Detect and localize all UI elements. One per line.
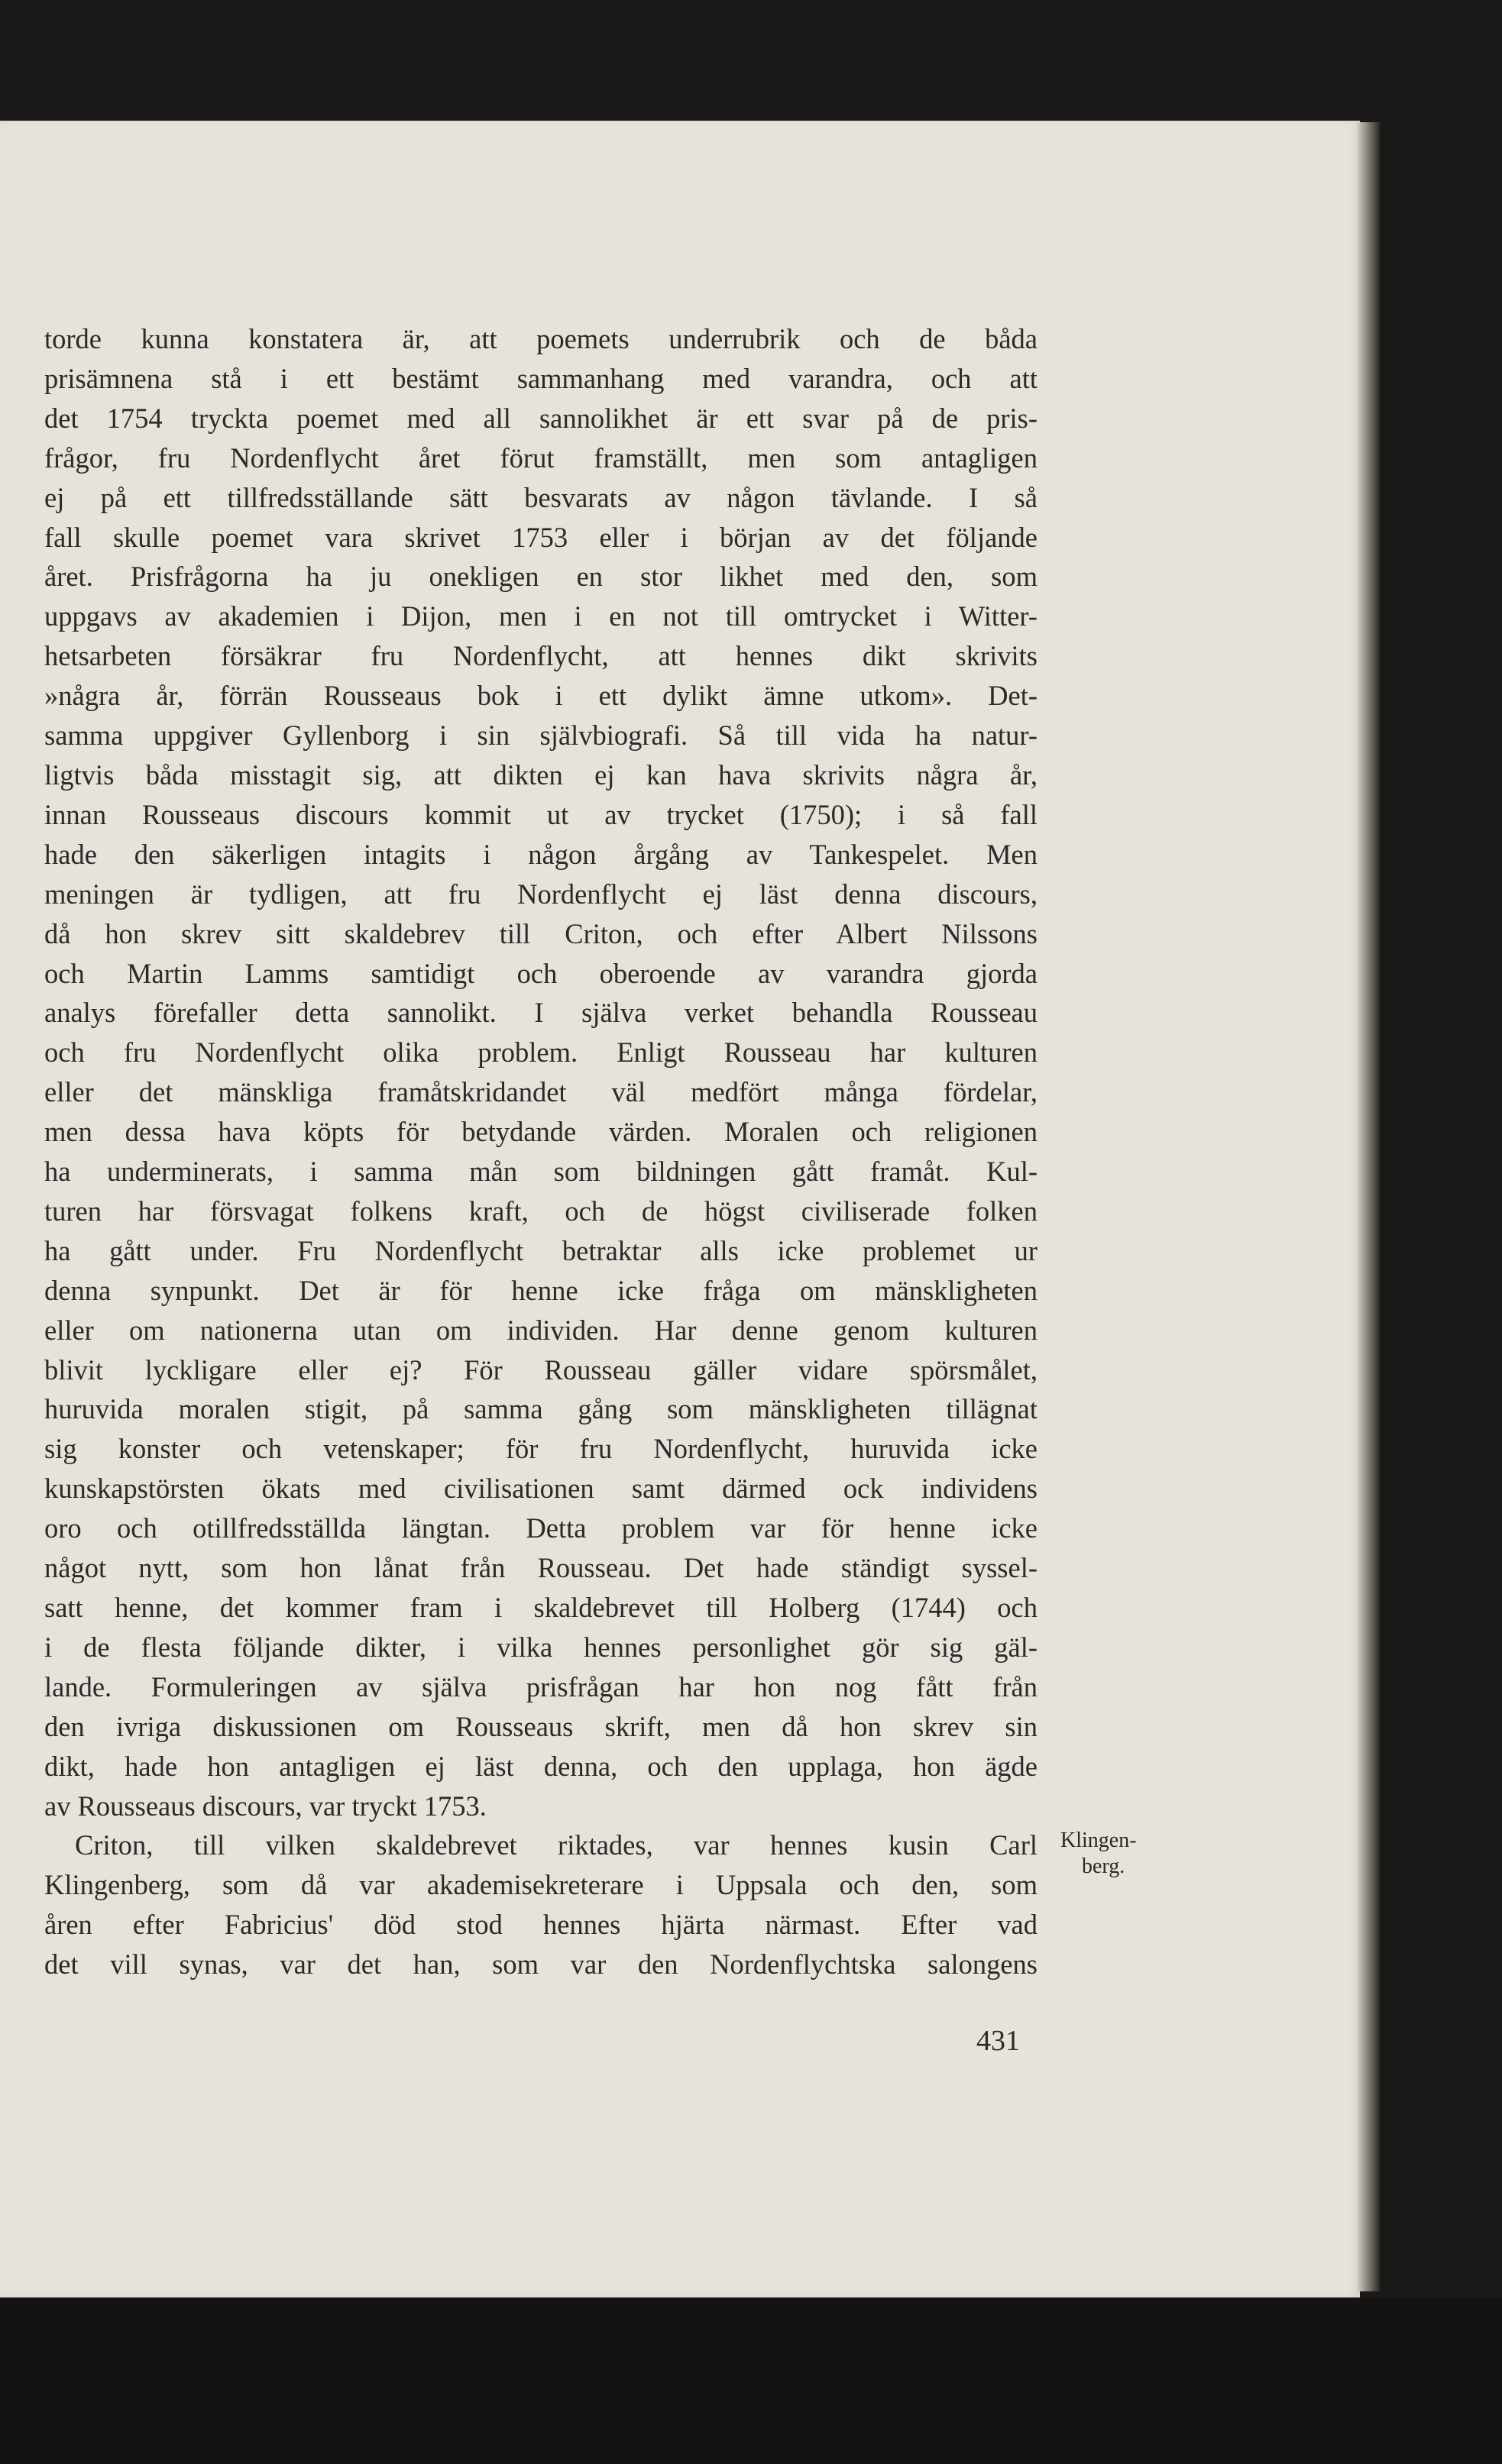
text-line: lande. Formuleringen av själva prisfrågan har hon nog fått från <box>44 1670 1037 1702</box>
text-line: eller det mänskliga framåtskridandet väl medfört många fördelar, <box>44 1076 1037 1108</box>
text-line: hade den säkerligen intagits i någon årgång av Tankespelet. Men <box>44 838 1037 870</box>
text-line: torde kunna konstatera är, att poemets underrubrik och de båda <box>44 323 1037 354</box>
text-line: turen har försvagat folkens kraft, och de högst civiliserade folken <box>44 1195 1037 1227</box>
margin-note-line: berg. <box>1082 1854 1125 1878</box>
text-line: året. Prisfrågorna ha ju onekligen en stor likhet med den, som <box>44 561 1037 593</box>
text-line: kunskapstörsten ökats med civilisationen samt därmed ock individens <box>44 1473 1037 1505</box>
text-line: hetsarbeten försäkrar fru Nordenflycht, att hennes dikt skrivits <box>44 640 1037 672</box>
margin-note <box>1060 1828 1167 1880</box>
text-line: ha underminerats, i samma mån som bildningen gått framåt. Kul- <box>44 1156 1037 1188</box>
text-line: innan Rousseaus discours kommit ut av trycket (1750); i så fall <box>44 798 1037 830</box>
text-line: åren efter Fabricius' död stod hennes hjärta närmast. Efter vad <box>44 1909 1037 1941</box>
page-edge <box>1357 122 1380 2291</box>
text-line: blivit lyckligare eller ej? För Rousseau gäller vidare spörsmålet, <box>44 1353 1037 1386</box>
text-line: Criton, till vilken skaldebrevet riktades, var hennes kusin Carl <box>75 1829 1037 1861</box>
text-line: huruvida moralen stigit, på samma gång som mänskligheten tillägnat <box>44 1393 1037 1425</box>
text-line: ha gått under. Fru Nordenflycht betraktar alls icke problemet ur <box>44 1234 1037 1266</box>
text-line: »några år, förrän Rousseaus bok i ett dylikt ämne utkom». Det- <box>44 680 1037 712</box>
text-line: ligtvis båda misstagit sig, att dikten ej kan hava skrivits några år, <box>44 758 1037 791</box>
text-line: frågor, fru Nordenflycht året förut framställt, men som antagligen <box>44 441 1037 474</box>
text-line: analys förefaller detta sannolikt. I själva verket behandla Rousseau <box>44 997 1037 1029</box>
text-line: ej på ett tillfredsställande sätt besvarats av någon tävlande. I så <box>44 481 1037 513</box>
text-line: den ivriga diskussionen om Rousseaus skrift, men då hon skrev sin <box>44 1710 1037 1742</box>
text-line: det 1754 tryckta poemet med all sannolikhet är ett svar på de pris- <box>44 402 1037 434</box>
text-line: dikt, hade hon antagligen ej läst denna, och den upplaga, hon ägde <box>44 1750 1037 1782</box>
text-line: och fru Nordenflycht olika problem. Enligt Rousseau har kulturen <box>44 1036 1037 1069</box>
text-line: fall skulle poemet vara skrivet 1753 eller i början av det följande <box>44 521 1037 553</box>
page-number: 431 <box>976 2025 1020 2057</box>
text-line: något nytt, som hon lånat från Rousseau. Det hade ständigt syssel- <box>44 1552 1037 1584</box>
text-line: oro och otillfredsställda längtan. Detta problem var för henne icke <box>44 1512 1037 1544</box>
text-line: av Rousseaus discours, var tryckt 1753. <box>44 1790 487 1822</box>
text-line: i de flesta följande dikter, i vilka hennes personlighet gör sig gäl- <box>44 1631 1037 1663</box>
text-line: samma uppgiver Gyllenborg i sin självbiografi. Så till vida ha natur- <box>44 719 1037 752</box>
text-line: meningen är tydligen, att fru Nordenflycht ej läst denna discours, <box>44 878 1037 910</box>
body-text <box>44 319 1037 1984</box>
text-line: satt henne, det kommer fram i skaldebrevet till Holberg (1744) och <box>44 1592 1037 1623</box>
scan-background <box>0 2297 1502 2464</box>
text-line: då hon skrev sitt skaldebrev till Criton, och efter Albert Nilssons <box>44 917 1037 949</box>
text-line: denna synpunkt. Det är för henne icke fråga om mänskligheten <box>44 1274 1037 1306</box>
text-line: sig konster och vetenskaper; för fru Nordenflycht, huruvida icke <box>44 1433 1037 1465</box>
text-line: men dessa hava köpts för betydande värden. Moralen och religionen <box>44 1116 1037 1148</box>
text-line: eller om nationerna utan om individen. Har denne genom kulturen <box>44 1314 1037 1346</box>
text-line: Klingenberg, som då var akademisekreterare i Uppsala och den, som <box>44 1869 1037 1901</box>
text-line: och Martin Lamms samtidigt och oberoende av varandra gjorda <box>44 957 1037 989</box>
margin-note-line: Klingen- <box>1060 1829 1137 1852</box>
text-line: det vill synas, var det han, som var den Nordenflychtska salongens <box>44 1948 1037 1981</box>
text-line: prisämnena stå i ett bestämt sammanhang med varandra, och att <box>44 362 1037 394</box>
text-line: uppgavs av akademien i Dijon, men i en not till omtrycket i Witter- <box>44 600 1037 632</box>
